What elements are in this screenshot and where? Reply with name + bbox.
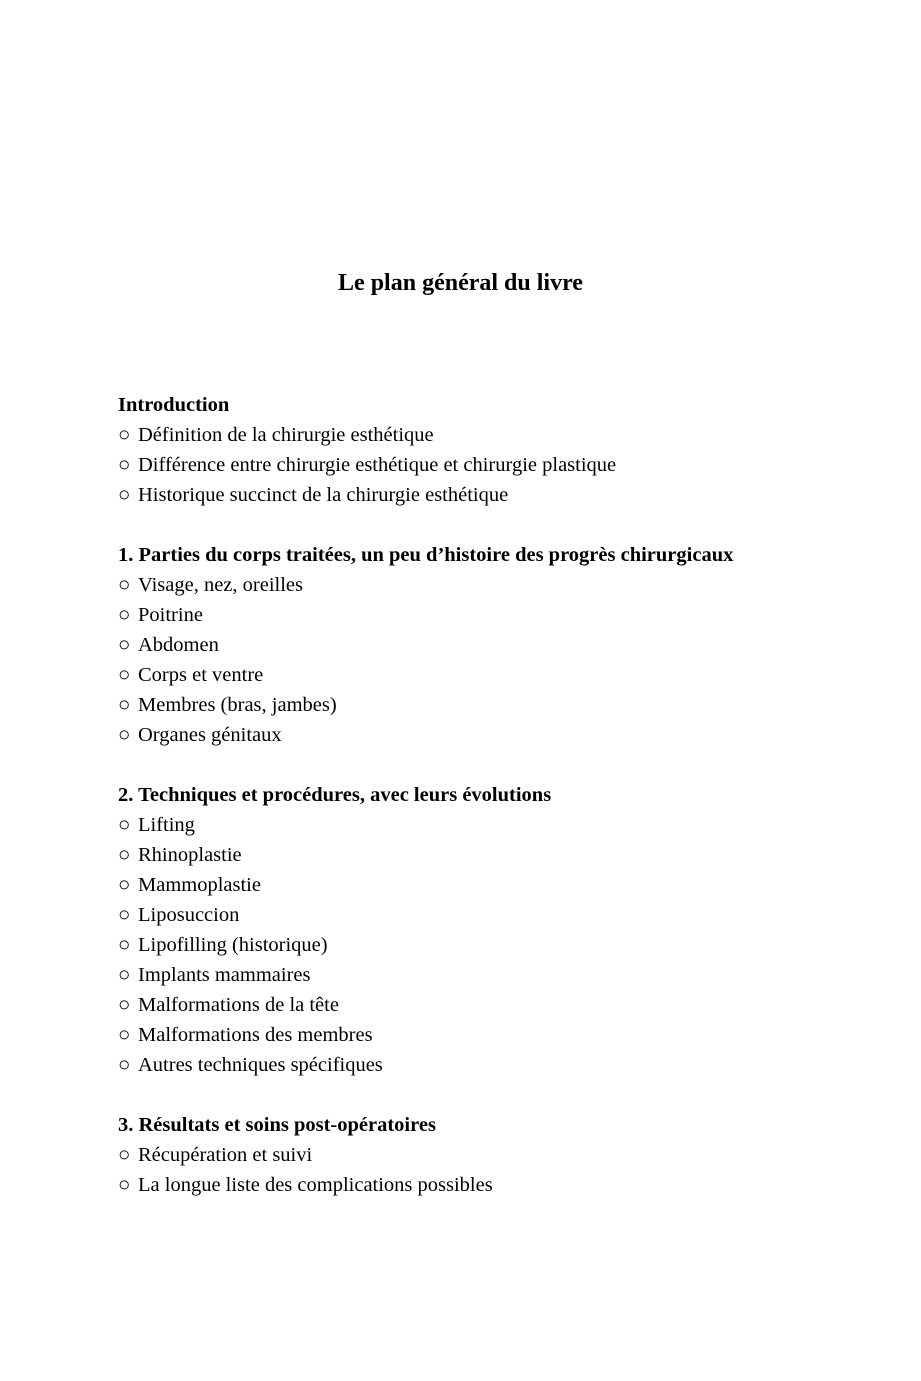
list-item — [118, 720, 898, 750]
list-item — [118, 450, 898, 480]
circle-bullet-icon: ○ — [118, 574, 131, 596]
circle-bullet-icon: ○ — [118, 454, 131, 476]
list-item-text: Historique succinct de la chirurgie esthétique — [138, 484, 509, 506]
circle-bullet-icon: ○ — [118, 1144, 131, 1166]
list-item — [118, 480, 898, 510]
list-item — [118, 570, 898, 600]
list-item-text: Autres techniques spécifiques — [138, 1054, 383, 1076]
circle-bullet-icon: ○ — [118, 664, 131, 686]
circle-bullet-icon: ○ — [118, 904, 131, 926]
section-heading: 1. Parties du corps traitées, un peu d’histoire des progrès chirurgicaux — [118, 544, 734, 566]
list-item-text: Poitrine — [138, 604, 203, 626]
list-item — [118, 420, 898, 450]
list-item — [118, 1140, 898, 1170]
list-item-text: Corps et ventre — [138, 664, 264, 686]
outline — [118, 390, 898, 1230]
list-item — [118, 630, 898, 660]
circle-bullet-icon: ○ — [118, 964, 131, 986]
list-item — [118, 870, 898, 900]
section-heading: Introduction — [118, 394, 230, 416]
list-item-text: Abdomen — [138, 634, 219, 656]
list-item — [118, 930, 898, 960]
circle-bullet-icon: ○ — [118, 994, 131, 1016]
list-item-text: Définition de la chirurgie esthétique — [138, 424, 434, 446]
list-item — [118, 810, 898, 840]
circle-bullet-icon: ○ — [118, 874, 131, 896]
section-results — [118, 1110, 898, 1200]
list-item — [118, 840, 898, 870]
circle-bullet-icon: ○ — [118, 844, 131, 866]
circle-bullet-icon: ○ — [118, 934, 131, 956]
section-techniques — [118, 780, 898, 1080]
list-item-text: Mammoplastie — [138, 874, 261, 896]
list-item — [118, 1020, 898, 1050]
list-item-text: Organes génitaux — [138, 724, 282, 746]
list-item-text: Implants mammaires — [138, 964, 311, 986]
section-heading: 3. Résultats et soins post-opératoires — [118, 1114, 436, 1136]
list-item — [118, 1170, 898, 1200]
section-introduction — [118, 390, 898, 510]
list-item — [118, 660, 898, 690]
circle-bullet-icon: ○ — [118, 1024, 131, 1046]
list-item-text: Lifting — [138, 814, 195, 836]
circle-bullet-icon: ○ — [118, 1174, 131, 1196]
circle-bullet-icon: ○ — [118, 484, 131, 506]
list-item-text: Malformations de la tête — [138, 994, 339, 1016]
list-item-text: Différence entre chirurgie esthétique et chirurgie plastique — [138, 454, 617, 476]
circle-bullet-icon: ○ — [118, 634, 131, 656]
list-item-text: Visage, nez, oreilles — [138, 574, 303, 596]
list-item-text: Rhinoplastie — [138, 844, 242, 866]
section-body-parts — [118, 540, 898, 750]
list-item-text: Lipofilling (historique) — [138, 934, 328, 956]
circle-bullet-icon: ○ — [118, 424, 131, 446]
list-item — [118, 600, 898, 630]
circle-bullet-icon: ○ — [118, 724, 131, 746]
circle-bullet-icon: ○ — [118, 814, 131, 836]
list-item — [118, 690, 898, 720]
circle-bullet-icon: ○ — [118, 604, 131, 626]
list-item-text: La longue liste des complications possibles — [138, 1174, 493, 1196]
page-title: Le plan général du livre — [338, 270, 583, 296]
circle-bullet-icon: ○ — [118, 1054, 131, 1076]
list-item — [118, 1050, 898, 1080]
list-item-text: Récupération et suivi — [138, 1144, 313, 1166]
section-heading: 2. Techniques et procédures, avec leurs évolutions — [118, 784, 552, 806]
list-item-text: Malformations des membres — [138, 1024, 373, 1046]
list-item — [118, 990, 898, 1020]
list-item-text: Membres (bras, jambes) — [138, 694, 337, 716]
list-item — [118, 960, 898, 990]
list-item-text: Liposuccion — [138, 904, 240, 926]
list-item — [118, 900, 898, 930]
circle-bullet-icon: ○ — [118, 694, 131, 716]
